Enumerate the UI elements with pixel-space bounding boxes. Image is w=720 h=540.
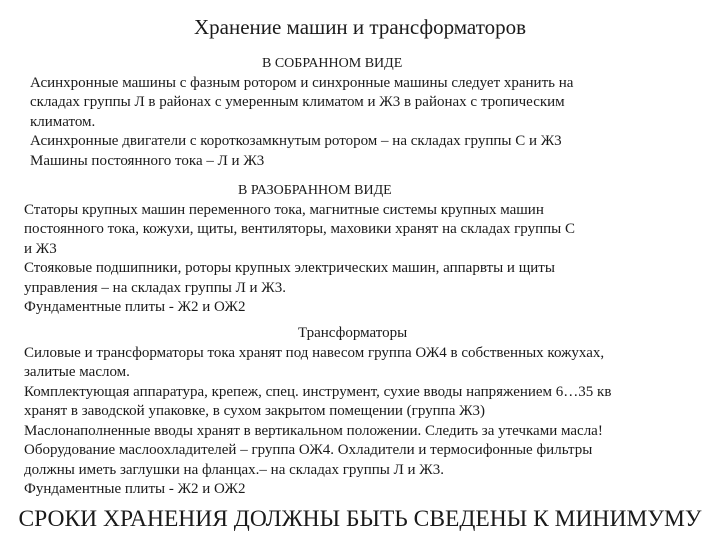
text-line: Асинхронные машины с фазным ротором и синхронные машины следует хранить на: [30, 74, 574, 91]
text-line: управления – на складах группы Л и Ж3.: [24, 279, 286, 296]
text-line: Асинхронные двигатели с короткозамкнутым ротором – на складах группы С и Ж3: [30, 133, 562, 149]
text-line: Оборудование маслоохладителей – группа ОЖ4. Охладители и термосифонные фильтры: [24, 442, 593, 458]
text-line: залитые маслом.: [24, 364, 130, 380]
text-line: Маслонаполненные вводы хранят в вертикальном положении. Следить за утечками масла!: [24, 422, 603, 439]
section-heading: В РАЗОБРАННОМ ВИДЕ: [238, 183, 392, 198]
text-line: Статоры крупных машин переменного тока, магнитные системы крупных машин: [24, 201, 544, 218]
section-assembled: [30, 54, 573, 171]
slide-title: Хранение машин и трансформаторов: [193, 15, 527, 39]
footer-banner: СРОКИ ХРАНЕНИЯ ДОЛЖНЫ БЫТЬ СВЕДЕНЫ К МИНИМУМУ: [18, 506, 702, 532]
section-heading: В СОБРАННОМ ВИДЕ: [262, 56, 403, 71]
text-line: Стояковые подшипники, роторы крупных электрических машин, аппарвты и щиты: [24, 260, 555, 276]
text-line: складах группы Л в районах с умеренным климатом и Ж3 в районах с тропическим: [30, 94, 565, 110]
text-line: климатом.: [30, 113, 96, 130]
text-line: Фундаментные плиты - Ж2 и ОЖ2: [24, 481, 246, 497]
text-line: Фундаментные плиты - Ж2 и ОЖ2: [24, 299, 246, 315]
text-line: Машины постоянного тока – Л и Ж3: [30, 152, 265, 169]
text-line: хранят в заводской упаковке, в сухом закрытом помещении (группа Ж3): [24, 403, 486, 419]
text-line: и Ж3: [24, 240, 57, 257]
text-line: Комплектующая аппаратура, крепеж, спец. инструмент, сухие вводы напряжением 6…35 кв: [24, 383, 612, 400]
section-heading: Трансформаторы: [298, 325, 408, 341]
text-line: постоянного тока, кожухи, щиты, вентиляторы, маховики хранят на складах группы С: [24, 221, 575, 237]
section-disassembled: [24, 181, 575, 318]
text-line: Силовые и трансформаторы тока хранят под навесом группа ОЖ4 в собственных кожухах,: [24, 344, 605, 361]
text-line: должны иметь заглушки на фланцах.– на складах группы Л и Ж3.: [24, 461, 444, 478]
section-transformers: [24, 324, 611, 500]
